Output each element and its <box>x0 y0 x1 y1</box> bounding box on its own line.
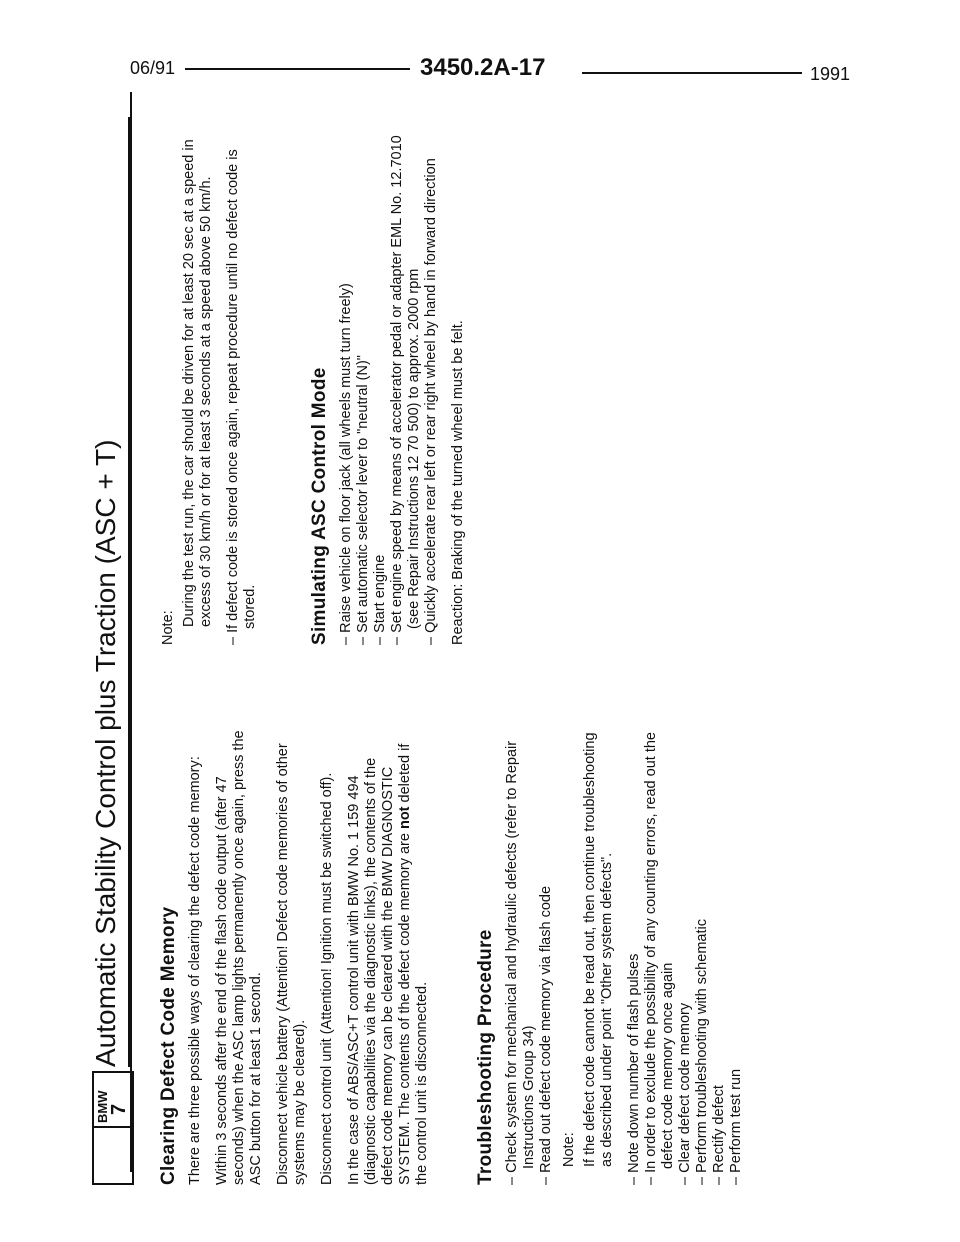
header-year: 1991 <box>809 64 850 84</box>
clearing-method-2: Disconnect vehicle battery (Attention! Defect code memories of other systems may be cleared). <box>275 743 308 1185</box>
list-item: – Quickly accelerate rear left or rear right wheel by hand in forward direction <box>423 105 440 645</box>
test-run-note-label: Note: <box>160 610 176 645</box>
clearing-method-3: Disconnect control unit (Attention! Ignition must be switched off). <box>319 772 335 1185</box>
header-rule-right <box>582 72 802 74</box>
clearing-heading: Clearing Defect Code Memory <box>158 906 179 1185</box>
logo-divider <box>94 1126 132 1128</box>
rotated-page-content <box>90 105 880 1185</box>
list-item: – Perform troubleshooting with schematic <box>694 725 711 1185</box>
header-rule-left <box>185 68 410 70</box>
list-item: – In order to exclude the possibility of any counting errors, read out the defect code memory once again <box>643 725 677 1185</box>
header-date: 06/91 <box>130 58 176 78</box>
logo-number: 7 <box>108 1103 130 1115</box>
test-run-note-text: During the test run, the car should be driven for at least 20 sec at a speed in excess of 30 km/h or for at least 3 seconds at a speed above 50 km/h. <box>181 139 214 627</box>
page-header <box>130 54 850 88</box>
list-item: – Note down number of flash pulses <box>626 725 643 1185</box>
clearing-method-1: Within 3 seconds after the end of the flash code output (after 47 seconds) when the ASC lamp lights permanently once again, press the ASC button for at least 1 second. <box>214 730 264 1185</box>
logo-brand: BMW <box>95 1090 110 1123</box>
clearing-diagnostic-paragraph <box>346 725 431 1185</box>
troubleshooting-note-text: If the defect code cannot be read out, then continue troubleshooting as described under point "Other system defects". <box>582 732 615 1167</box>
list-item: – Clear defect code memory <box>677 725 694 1185</box>
list-item: – Set engine speed by means of accelerator pedal or adapter EML No. 12.7010 (see Repair Instructions 12 70 500) to approx. 2000 rpm <box>389 105 423 645</box>
list-item: – Start engine <box>372 105 389 645</box>
troubleshooting-list-b <box>626 725 745 1185</box>
list-item: – Perform test run <box>728 725 745 1185</box>
clearing-intro: There are three possible ways of clearing the defect code memory: <box>187 756 203 1185</box>
list-item: – Rectify defect <box>711 725 728 1185</box>
list-item: – Raise vehicle on floor jack (all wheels must turn freely) <box>338 105 355 645</box>
troubleshooting-list-a <box>504 725 555 1185</box>
title-rule <box>128 117 130 1067</box>
right-column <box>160 105 477 645</box>
bmw-logo-box <box>92 1071 134 1185</box>
list-item: – Check system for mechanical and hydraulic defects (refer to Repair Instructions Group 34) <box>504 725 538 1185</box>
left-column <box>160 725 745 1185</box>
clearing-diagnostic-bold: not <box>397 806 413 830</box>
troubleshooting-note-label: Note: <box>561 1132 577 1167</box>
simulating-heading: Simulating ASC Control Mode <box>309 367 330 645</box>
test-run-list <box>225 105 259 645</box>
title-row <box>90 105 138 1185</box>
page-title: Automatic Stability Control plus Traction (ASC + T) <box>90 439 121 1067</box>
list-item: – Read out defect code memory via flash code <box>538 725 555 1185</box>
list-item: – Set automatic selector lever to "neutral (N)" <box>355 105 372 645</box>
clearing-diagnostic-text-b: deleted if the control unit is disconnected. <box>397 743 430 1185</box>
clearing-diagnostic-text-a: In the case of ABS/ASC+T control unit with BMW No. 1 159 494 (diagnostic capabilities via the diagnostic links), the contents of the defect code memory can be cleared with the BMW DIAGNOSTIC SYSTEM. The contents of the defect code memory are <box>346 757 413 1185</box>
simulating-list <box>338 105 440 645</box>
simulating-reaction: Reaction: Braking of the turned wheel must be felt. <box>450 320 466 645</box>
list-item: – If defect code is stored once again, repeat procedure until no defect code is stored. <box>225 105 259 645</box>
header-doc-number: 3450.2A-17 <box>420 54 546 81</box>
troubleshooting-heading: Troubleshooting Procedure <box>475 929 496 1185</box>
